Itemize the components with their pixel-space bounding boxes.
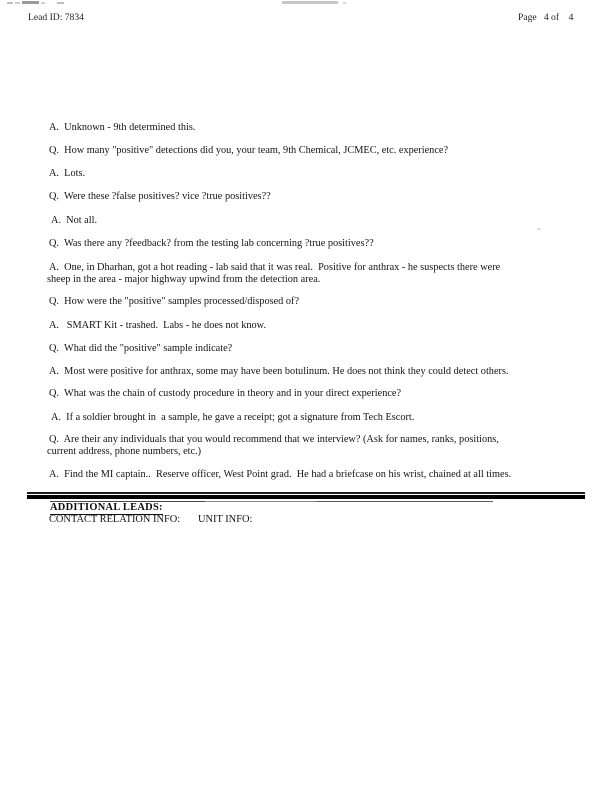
scan-artifact — [57, 2, 64, 4]
qa-line-answer-continued: sheep in the area - major highway upwind from the detection area. — [47, 274, 321, 285]
qa-line-answer: A. Lots. — [49, 168, 86, 179]
qa-line-question: Q. How many "positive" detections did you, your team, 9th Chemical, JCMEC, etc. experience? — [49, 145, 449, 156]
contact-relation-info-label: CONTACT RELATION INFO: — [49, 514, 181, 525]
qa-line-answer: A. Find the MI captain.. Reserve officer, West Point grad. He had a briefcase on his wrist, chained at all times. — [49, 469, 512, 480]
qa-line-answer: A. Most were positive for anthrax, some may have been botulinum. He does not think they could detect others. — [49, 366, 509, 377]
additional-leads-heading: ADDITIONAL LEADS: — [50, 502, 163, 513]
qa-line-answer: A. SMART Kit - trashed. Labs - he does not know. — [49, 320, 267, 331]
qa-line-question: Q. What did the "positive" sample indicate? — [49, 343, 233, 354]
scan-artifact — [22, 1, 39, 4]
qa-line-answer: A. If a soldier brought in a sample, he gave a receipt; got a signature from Tech Escort. — [49, 412, 415, 423]
qa-line-answer: A. Unknown - 9th determined this. — [49, 122, 196, 133]
scan-artifact — [7, 2, 13, 4]
lead-id-label: Lead ID: 7834 — [28, 12, 84, 23]
scan-artifact — [41, 2, 45, 4]
separator-rule-thick — [27, 495, 585, 499]
scan-artifact — [15, 2, 20, 4]
qa-line-question: Q. How were the "positive" samples processed/disposed of? — [49, 296, 300, 307]
qa-line-question: Q. Are their any individuals that you would recommend that we interview? (Ask for names, ranks, positions, — [49, 434, 499, 445]
qa-line-question: Q. Were these ?false positives? vice ?true positives?? — [49, 191, 271, 202]
unit-info-label: UNIT INFO: — [198, 514, 253, 525]
qa-line-question: Q. Was there any ?feedback? from the testing lab concerning ?true positives?? — [49, 238, 374, 249]
qa-line-question-continued: current address, phone numbers, etc.) — [47, 446, 202, 457]
qa-line-answer: A. One, in Dharhan, got a hot reading - lab said that it was real. Positive for anthrax - he suspects there were — [49, 262, 501, 273]
scan-artifact — [343, 2, 346, 4]
scan-artifact — [537, 228, 541, 230]
qa-line-answer: A. Not all. — [49, 215, 98, 226]
separator-rule-thin — [27, 492, 585, 494]
qa-line-question: Q. What was the chain of custody procedure in theory and in your direct experience? — [49, 388, 402, 399]
page-number-label: Page 4 of 4 — [518, 12, 574, 23]
scan-artifact — [282, 1, 338, 4]
